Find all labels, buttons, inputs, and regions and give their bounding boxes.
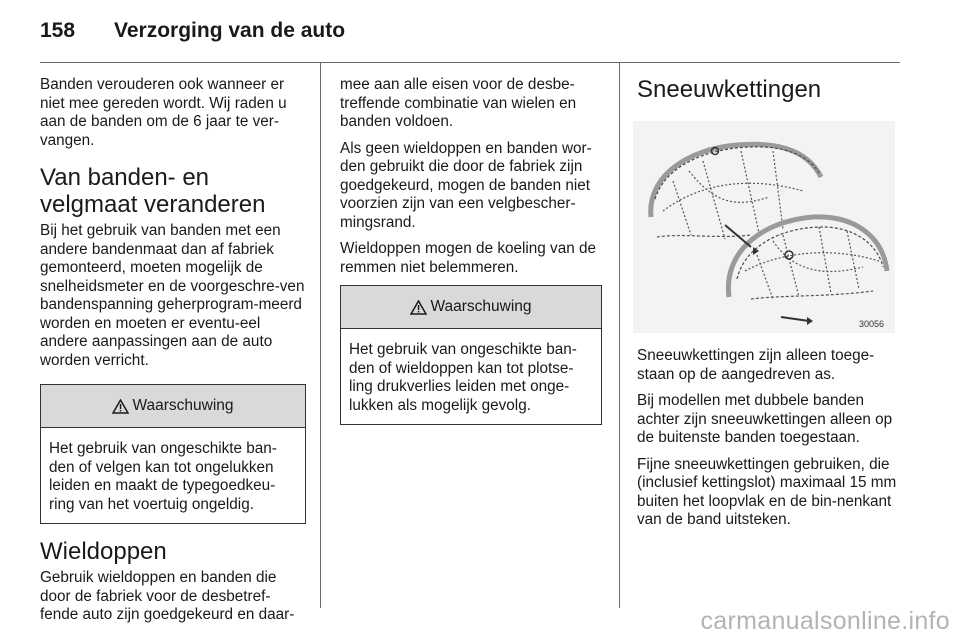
snow-chains-paragraph-3: Fijne sneeuwkettingen gebruiken, die (inclusief kettingslot) maximaal 15 mm buiten het loopvlak en de bin-nenkant van de band uitsteken. [637,455,897,528]
column-3 [637,76,901,538]
watermark: carmanualsonline.info [700,607,950,635]
warning-header [341,286,601,329]
warning-box-wheel-covers [340,285,602,425]
section-heading-wheel-covers: Wieldoppen [40,538,167,565]
wheel-covers-paragraph: Gebruik wieldoppen en banden die door de fabriek voor de desbetref-fende auto zijn goedgekeurd en daar- [40,569,295,623]
header-rule [40,62,900,63]
rim-protection-paragraph: Als geen wieldoppen en banden wor-den gebruikt die door de fabriek zijn goedgekeurd, mogen de banden niet voorzien zijn van een velgbescher-mingsrand. [340,139,592,231]
warning-text: Het gebruik van ongeschikte ban-den of wieldoppen kan tot plotse-ling drukverlies leiden met onge-lukken als mogelijk gevolg. [349,341,577,414]
warning-box-rims [40,384,306,524]
warning-text: Het gebruik van ongeschikte ban-den of velgen kan tot ongelukken leiden en maakt de typegoedkeu-ring van het voertuig ongeldig. [49,440,277,513]
snow-chains-paragraph-1: Sneeuwkettingen zijn alleen toege-staan op de aangedreven as. [637,347,875,383]
page-header-title: Verzorging van de auto [114,19,346,42]
warning-header [41,385,305,428]
section-heading-tire-size: Van banden- en velgmaat veranderen [40,164,266,218]
section-heading-snow-chains: Sneeuwkettingen [637,76,822,103]
warning-title: Waarschuwing [132,396,234,414]
snow-chains-illustration [633,121,895,333]
page-number: 158 [40,19,76,42]
tire-size-paragraph: Bij het gebruik van banden met een andere bandenmaat dan af fabriek gemonteerd, moeten mogelijk de snelheidsmeter en de voorgeschre-ven bandenspanning geherprogram-meerd worden en moeten er eventu-eel andere aanpassingen aan de auto worden verricht. [40,222,305,369]
warning-triangle-icon [112,399,129,414]
figure-code: 30056 [859,319,885,329]
column-2 [340,76,602,437]
warning-title: Waarschuwing [430,297,532,315]
wheel-covers-continued-paragraph: mee aan alle eisen voor de desbe-treffende combinatie van wielen en banden voldoen. [340,76,577,130]
column-1 [40,76,306,633]
column-divider-2 [619,62,620,608]
column-divider-1 [320,62,321,608]
warning-triangle-icon [410,300,427,315]
brake-cooling-paragraph: Wieldoppen mogen de koeling van de remmen niet belemmeren. [340,240,596,276]
snow-chains-paragraph-2: Bij modellen met dubbele banden achter zijn sneeuwkettingen alleen op de buitenste banden toegestaan. [637,392,893,446]
intro-paragraph: Banden verouderen ook wanneer er niet mee gereden wordt. Wij raden u aan de banden om de 6 jaar te ver-vangen. [40,76,287,149]
